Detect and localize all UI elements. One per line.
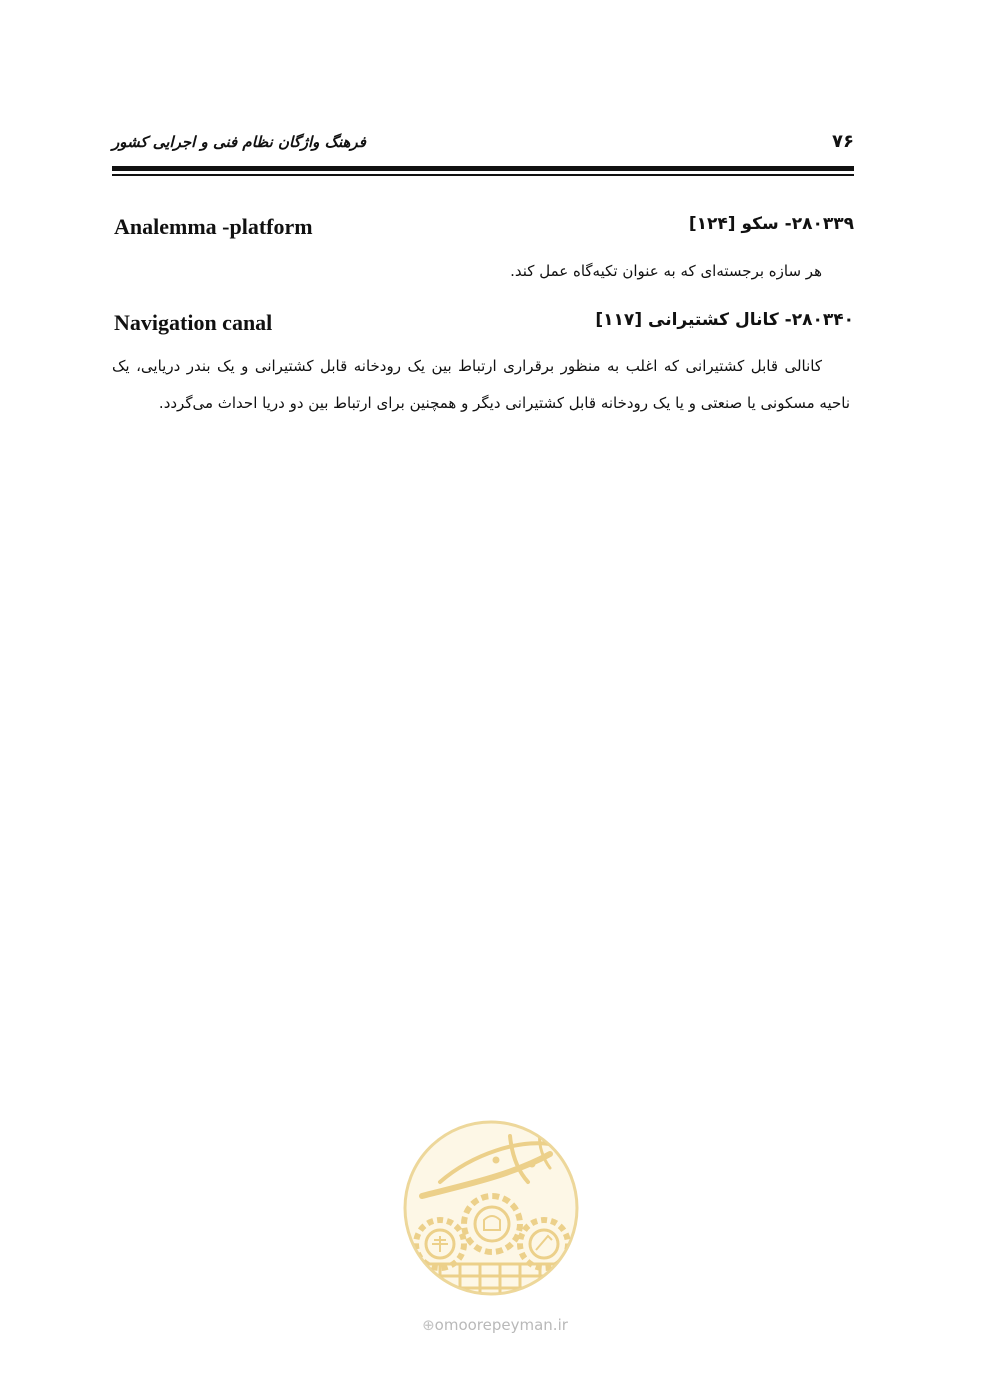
watermark-url [400,1316,590,1334]
watermark-url-text: omoorepeyman.ir [434,1316,568,1334]
entry-term-fa: ۲۸۰۳۴۰- کانال کشتیرانی [۱۱۷] [595,310,854,330]
page-number: ۷۶ [832,131,854,152]
omoorepeyman-emblem-icon [400,1116,582,1306]
entry-definition: هر سازه برجسته‌ای که به عنوان تکیه‌گاه عمل کند. [510,262,822,280]
entry-heading [112,310,854,340]
globe-icon: ⊕ [422,1316,435,1334]
entry-heading [112,214,854,244]
entry-term-en: Analemma -platform [114,214,313,239]
entry-definition: کانالی قابل کشتیرانی که اغلب به منظور برقراری ارتباط بین یک رودخانه قابل کشتیرانی و یک بندر دریایی، یک ناحیه مسکونی یا صنعتی و یا یک رودخانه قابل کشتیرانی دیگر و همچنین برای ارتباط بین دو دریا احداث می‌گردد. [112,357,850,412]
header-rule-thick [112,166,854,171]
running-title: فرهنگ واژگان نظام فنی و اجرایی کشور [112,133,366,151]
entry-term-en: Navigation canal [114,310,273,335]
entry-term-fa: ۲۸۰۳۳۹- سکو [۱۲۴] [688,214,854,234]
header-rule-thin [112,174,854,176]
